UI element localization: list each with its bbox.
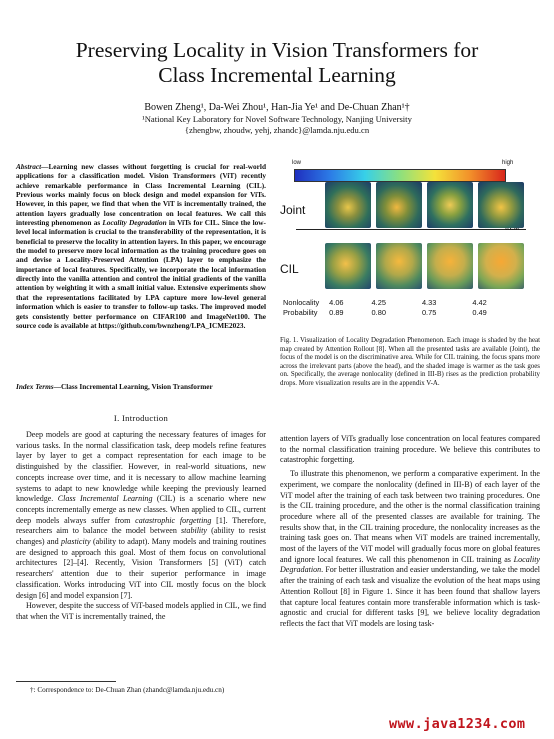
index-terms-lead: Index Terms xyxy=(16,382,54,391)
heatmap-joint-task-2 xyxy=(376,182,422,228)
index-terms xyxy=(16,382,266,391)
affiliation: ¹National Key Laboratory for Novel Software Technology, Nanjing University xyxy=(142,114,412,124)
intro-paragraph-1 xyxy=(16,430,266,601)
heatmap-joint-task-1 xyxy=(325,182,371,228)
heatmap-cil-task-1 xyxy=(325,243,371,289)
table-row xyxy=(283,308,497,318)
intro-p1-em2: catastrophic forgetting xyxy=(135,515,212,525)
intro-p1-c: [1]. Therefore, researchers aim to balance the model between xyxy=(16,515,266,536)
heatmap-colorbar xyxy=(294,169,506,182)
right-p2-a: To illustrate this phenomenon, we perform a comparative experiment. In the experiment, we compare the nonlocality (defined in III-B) of each layer of the ViT model after the training of each task between two training procedures. One is the CIL training procedure, and the other is the normal classification training procedure where all of the presented classes are available for training. The results show that, in the CIL training procedure, the nonlocality increases as the training task goes on. That means when ViT models are trained incrementally, most of the layers of the ViT model will gradually focus more on global features and ignore local features. We call this phenomenon in CIL training as xyxy=(280,469,540,564)
intro-p1-a: Deep models are good at capturing the necessary features of images for various tasks. In the normal classification task, deep models refine features layer by layer to get a compact representation for each image to be distinguished by the classifier. However, in real-world situations, new concepts increase over time, and it is necessary to allow machine learning systems to adapt to new knowledge while keeping the previously learned knowledge. xyxy=(16,430,266,504)
right-p2-em: Locality Degradation xyxy=(280,554,540,575)
paper-title-line-1: Preserving Locality in Vision Transformers for xyxy=(75,38,479,62)
probability-value: 0.89 xyxy=(329,308,344,317)
intro-p1-e: (ability to adapt). Many models and training routines are designed to approach this goal. Most of them focus on convolutional architectures [2]–[4]. Recently, Vision Transformers [5] (ViT) catch researchers' attention due to their superior performance in image classification. Works introducing ViT into CIL mostly focus on the block design [6] and model expansion [7]. xyxy=(16,537,266,600)
intro-p1-b: (CIL) is a scenario where new concepts incrementally emerge as new classes. When applied to CIL, current deep models always suffer from xyxy=(16,494,266,525)
author-list: Bowen Zheng¹, Da-Wei Zhou¹, Han-Jia Ye¹ and De-Chuan Zhan¹† xyxy=(144,102,410,113)
heatmap-joint-task-4 xyxy=(478,182,524,228)
heatmap-cil-task-3 xyxy=(427,243,473,289)
colorbar-high-label: high xyxy=(502,160,514,166)
row-label-joint: Joint xyxy=(280,203,306,217)
abstract-text-a: —Learning new classes without forgetting is crucial for real-world applications for a classification model. Vision Transformers (ViT) recently achieve remarkable performance in Class Incremental Learning (CIL). Previous works mainly focus on block design and model expansion for ViTs. However, in this paper, we find that when the ViT is incrementally trained, the attention layers gradually lose concentration on local features. We call this interesting phenomenon as xyxy=(16,162,266,228)
nonlocality-label: Nonlocality xyxy=(283,298,320,307)
abstract xyxy=(16,162,266,330)
probability-value: 0.49 xyxy=(472,308,487,317)
introduction-right-column xyxy=(280,434,540,630)
author-emails: {zhengbw, zhoudw, yehj, zhandc}@lamda.nju.edu.cn xyxy=(184,125,370,135)
colorbar-low-label: low xyxy=(292,160,302,166)
introduction-left-column xyxy=(16,430,266,623)
right-p2-b: . For better illustration and easier understanding, we take the model after the training of each task and visualize the evolution of the heat maps using Attention Rollout [8] in Figure 1. Since it has been found that shallow layers that capture local features contain more transferable information which is task-agnostic and crucial for different tasks [9], we believe locality degradation reflects the fact that ViT models are losing task- xyxy=(280,565,540,628)
intro-p1-em3: stability xyxy=(181,526,207,536)
intro-p1-em4: plasticity xyxy=(61,537,91,547)
intro-p1-em1: Class Incremental Learning xyxy=(57,494,153,504)
intro-paragraph-2: However, despite the success of ViT-based models applied in CIL, we find that when the ViT is incrementally trained, the xyxy=(16,601,266,621)
heatmap-cil-task-4 xyxy=(478,243,524,289)
intro-p1-d: (ability to resist changes) and xyxy=(16,526,266,547)
abstract-emphasis: Locality Degradation xyxy=(102,218,167,228)
index-terms-text: —Class Incremental Learning, Vision Transformer xyxy=(53,382,213,391)
footnote-rule xyxy=(16,681,116,682)
nonlocality-value: 4.33 xyxy=(421,298,437,307)
row-label-cil: CIL xyxy=(280,262,299,276)
heatmap-joint-task-3 xyxy=(427,182,473,228)
footnote: †: Correspondence to: De-Chuan Zhan (zhandc@lamda.nju.edu.cn) xyxy=(30,686,225,694)
nonlocality-value: 4.42 xyxy=(472,298,487,307)
figure-caption: Fig. 1. Visualization of Locality Degradation Phenomenon. Each image is shaded by the heat map created by Attention Rollout [8]. When all the presented tasks are available (Joint), the focus of the model is on the discriminative area. While for CIL training, the focus spans more across the irrelevant parts (above the head), and the shaded image is warmer as the task goes on. Specifically, the average nonlocality (defined in III-B) rises as the prediction probability drops. More visualization results are in the appendix V-A. xyxy=(280,337,540,387)
section-heading-introduction: I. Introduction xyxy=(113,413,169,423)
task-axis-line xyxy=(296,229,526,230)
paper-title-line-2: Class Incremental Learning xyxy=(158,63,396,87)
table-row xyxy=(283,298,497,308)
right-paragraph-1: attention layers of ViTs gradually lose concentration on local features compared to the normal classification training procedure. We believe this contributes to catastrophic forgetting. xyxy=(280,434,540,465)
abstract-text-b: in ViTs for CIL. Since the low-level local information is crucial to the transferability of the representation, it is beneficial to preserve the locality in attention layers. In this paper, we encourage the model to preserve more local information as the training procedure goes on and devise a Locality-Preserved Attention (LPA) layer to emphasize the importance of local features. Specifically, we incorporate the local information directly into the vanilla attention and control the initial gradients of the vanilla attention by weighting it with a small initial value. Extensive experiments show that the representations facilitated by LPA capture more low-level general information which is easier to transfer to follow-up tasks. The improved model gets consistently better performance on CIFAR100 and ImageNet100. The source code is available at https://github.com/bwnzheng/LPA_ICME2023. xyxy=(16,218,266,330)
probability-value: 0.75 xyxy=(421,308,437,317)
nonlocality-value: 4.06 xyxy=(329,298,344,307)
nonlocality-table xyxy=(283,298,497,318)
heatmap-cil-task-2 xyxy=(376,243,422,289)
probability-value: 0.80 xyxy=(371,308,386,317)
probability-label: Probability xyxy=(283,308,318,317)
watermark: www.java1234.com xyxy=(389,716,526,732)
abstract-lead: Abstract xyxy=(16,162,42,171)
nonlocality-value: 4.25 xyxy=(371,298,386,307)
right-paragraph-2 xyxy=(280,469,540,630)
